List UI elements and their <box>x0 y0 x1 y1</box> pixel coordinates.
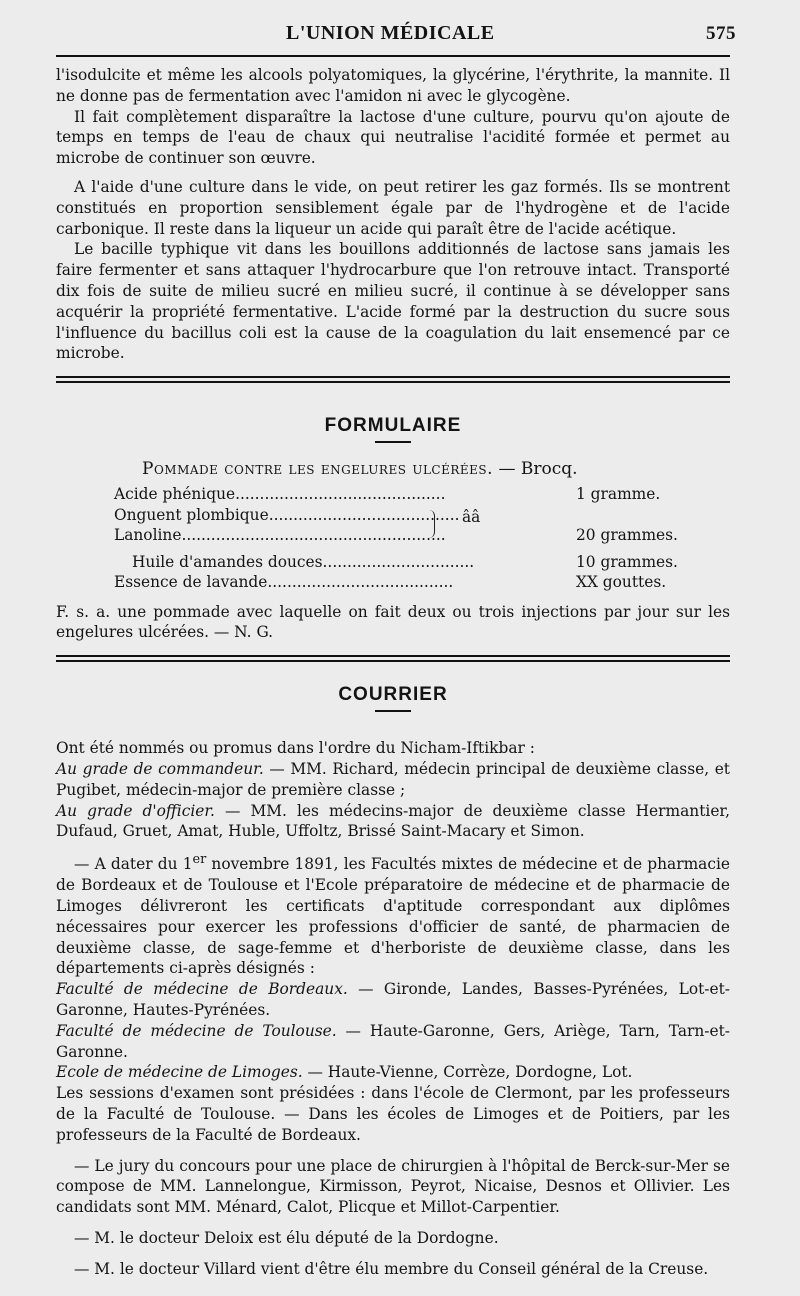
paragraph: l'isodulcite et même les alcools polyatomiques, la glycérine, l'érythrite, la mannite. Il ne donne pas de fermentation avec l'amidon ni avec le glycogène. <box>56 66 730 105</box>
journal-title: L'UNION MÉDICALE <box>286 22 495 44</box>
paragraph <box>56 759 730 801</box>
section-title-formulaire: FORMULAIRE <box>324 415 462 437</box>
faculty-text: — Gironde, Landes, Basses-Pyrénées, Lot-et-Garonne, Hautes-Pyrénées. <box>56 980 730 1019</box>
paragraph: A l'aide d'une culture dans le vide, on peut retirer les gaz formés. Ils se montrent constitués en proportion sensiblement égale par de l'hydrogène et de l'acide carbonique. Il reste dans la liqueur un acide qui paraît être de l'acide acétique. <box>56 177 730 238</box>
recipe-title <box>142 459 730 479</box>
running-header <box>56 22 736 45</box>
grade-label: Au grade de commandeur. <box>56 760 264 779</box>
paragraph <box>56 850 730 979</box>
paragraph <box>56 1021 730 1063</box>
section-divider <box>56 376 730 383</box>
leader-dots: ............................... <box>322 552 475 571</box>
title-underline <box>375 710 411 712</box>
ingredient-name: Lanoline <box>114 526 182 545</box>
paragraph: — M. le docteur Villard vient d'être élu membre du Conseil général de la Creuse. <box>74 1259 709 1278</box>
ingredient-name: Essence de lavande <box>114 573 268 592</box>
title-underline <box>375 441 411 443</box>
faculty-label: Faculté de médecine de Toulouse. <box>56 1021 337 1040</box>
ingredient-qty: XX gouttes. <box>576 573 667 592</box>
superscript: er <box>192 852 207 868</box>
ingredient-row <box>56 485 730 506</box>
ingredient-row <box>56 573 730 594</box>
recipe-note: F. s. a. une pommade avec laquelle on fait deux ou trois injections par jour sur les engelures ulcérées. — N. G. <box>56 602 730 642</box>
faculty-label: Faculté de médecine de Bordeaux. <box>56 980 348 999</box>
leader-dots: ...................................................... <box>181 526 446 545</box>
faculty-text: — Haute-Vienne, Corrèze, Dordogne, Lot. <box>302 1063 633 1082</box>
leader-dots: ........................................... <box>235 485 446 504</box>
recipe-name: Pommade contre les engelures ulcérées. <box>142 459 494 480</box>
leader-dots: ...................................... <box>267 573 454 592</box>
page-number: 575 <box>706 23 736 44</box>
grade-text: — MM. Richard, médecin principal de deuxième classe, et Pugibet, médecin-major de première classe ; <box>56 760 730 799</box>
faculty-label: Ecole de médecine de Limoges. <box>56 1063 303 1082</box>
recipe-author: — Brocq. <box>498 459 578 480</box>
grouping-brace <box>428 510 435 538</box>
leader-dots: ....................................... <box>268 505 460 524</box>
decree-text: — A dater du 1 <box>74 855 193 874</box>
decree-text: novembre 1891, les Facultés mixtes de médecine et de pharmacie de Bordeaux et de Toulouse et l'Ecole préparatoire de médecine et de pharmacie de Limoges délivreront les certificats d'aptitude correspondant aux diplômes nécessaires pour exercer les professions d'officier de santé, de pharmacien de deuxième classe, de sage-femme et d'herboriste de deuxième classe, dans les départements ci-après désignés : <box>56 855 730 978</box>
header-rule <box>56 55 730 57</box>
ingredient-name: Onguent plombique <box>114 505 269 524</box>
ingredient-row <box>56 553 730 574</box>
grade-text: — MM. les médecins-major de deuxième classe Hermantier, Dufaud, Gruet, Amat, Huble, Uffoltz, Brissé Saint-Macary et Simon. <box>56 801 730 841</box>
paragraph <box>56 801 730 843</box>
paragraph <box>56 979 730 1021</box>
paragraph: Il fait complètement disparaître la lactose d'une culture, pourvu qu'on ajoute de temps en temps de l'eau de chaux qui neutralise l'acidité formée et permet au microbe de continuer son œuvre. <box>56 107 730 168</box>
faculty-text: — Haute-Garonne, Gers, Ariège, Tarn, Tarn-et-Garonne. <box>56 1021 730 1061</box>
paragraph: Les sessions d'examen sont présidées : dans l'école de Clermont, par les professeurs de la Faculté de Toulouse. — Dans les écoles de Limoges et de Poitiers, par les professeurs de la Faculté de Bordeaux. <box>56 1084 730 1144</box>
ingredient-qty: 10 grammes. <box>576 552 678 571</box>
ingredient-name: Huile d'amandes douces <box>132 552 323 571</box>
ingredient-qty: 1 gramme. <box>576 485 661 504</box>
ingredient-name: Acide phénique <box>114 485 236 504</box>
courrier-body <box>56 738 730 1279</box>
section-title-courrier: COURRIER <box>338 684 448 706</box>
ingredient-qty: 20 grammes. <box>576 526 678 545</box>
ana-mark: ââ <box>462 508 481 526</box>
ingredient-list <box>56 485 730 594</box>
paragraph: — M. le docteur Deloix est élu député de la Dordogne. <box>74 1228 499 1247</box>
paragraph <box>56 1062 730 1083</box>
paragraph: Le bacille typhique vit dans les bouillons additionnés de lactose sans jamais les faire fermenter et sans attaquer l'hydrocarbure que l'on retrouve intact. Transporté dix fois de suite de milieu sucré en milieu sucré, il continue à se développer sans acquérir la propriété fermentative. L'acide formé par la destruction du sucre sous l'influence du bacillus coli est la cause de la coagulation du lait ensemencé par ce microbe. <box>56 240 730 363</box>
paragraph: Ont été nommés ou promus dans l'ordre du Nicham-Iftikbar : <box>56 739 535 758</box>
paragraph: — Le jury du concours pour une place de chirurgien à l'hôpital de Berck-sur-Mer se compose de MM. Lannelongue, Kirmisson, Peyrot, Nicaise, Desnos et Ollivier. Les candidats sont MM. Ménard, Calot, Plicque et Millot-Carpentier. <box>56 1156 730 1217</box>
grade-label: Au grade d'officier. <box>56 801 215 820</box>
ingredient-row <box>56 506 730 527</box>
ingredient-row <box>56 526 730 547</box>
section-divider <box>56 655 730 662</box>
